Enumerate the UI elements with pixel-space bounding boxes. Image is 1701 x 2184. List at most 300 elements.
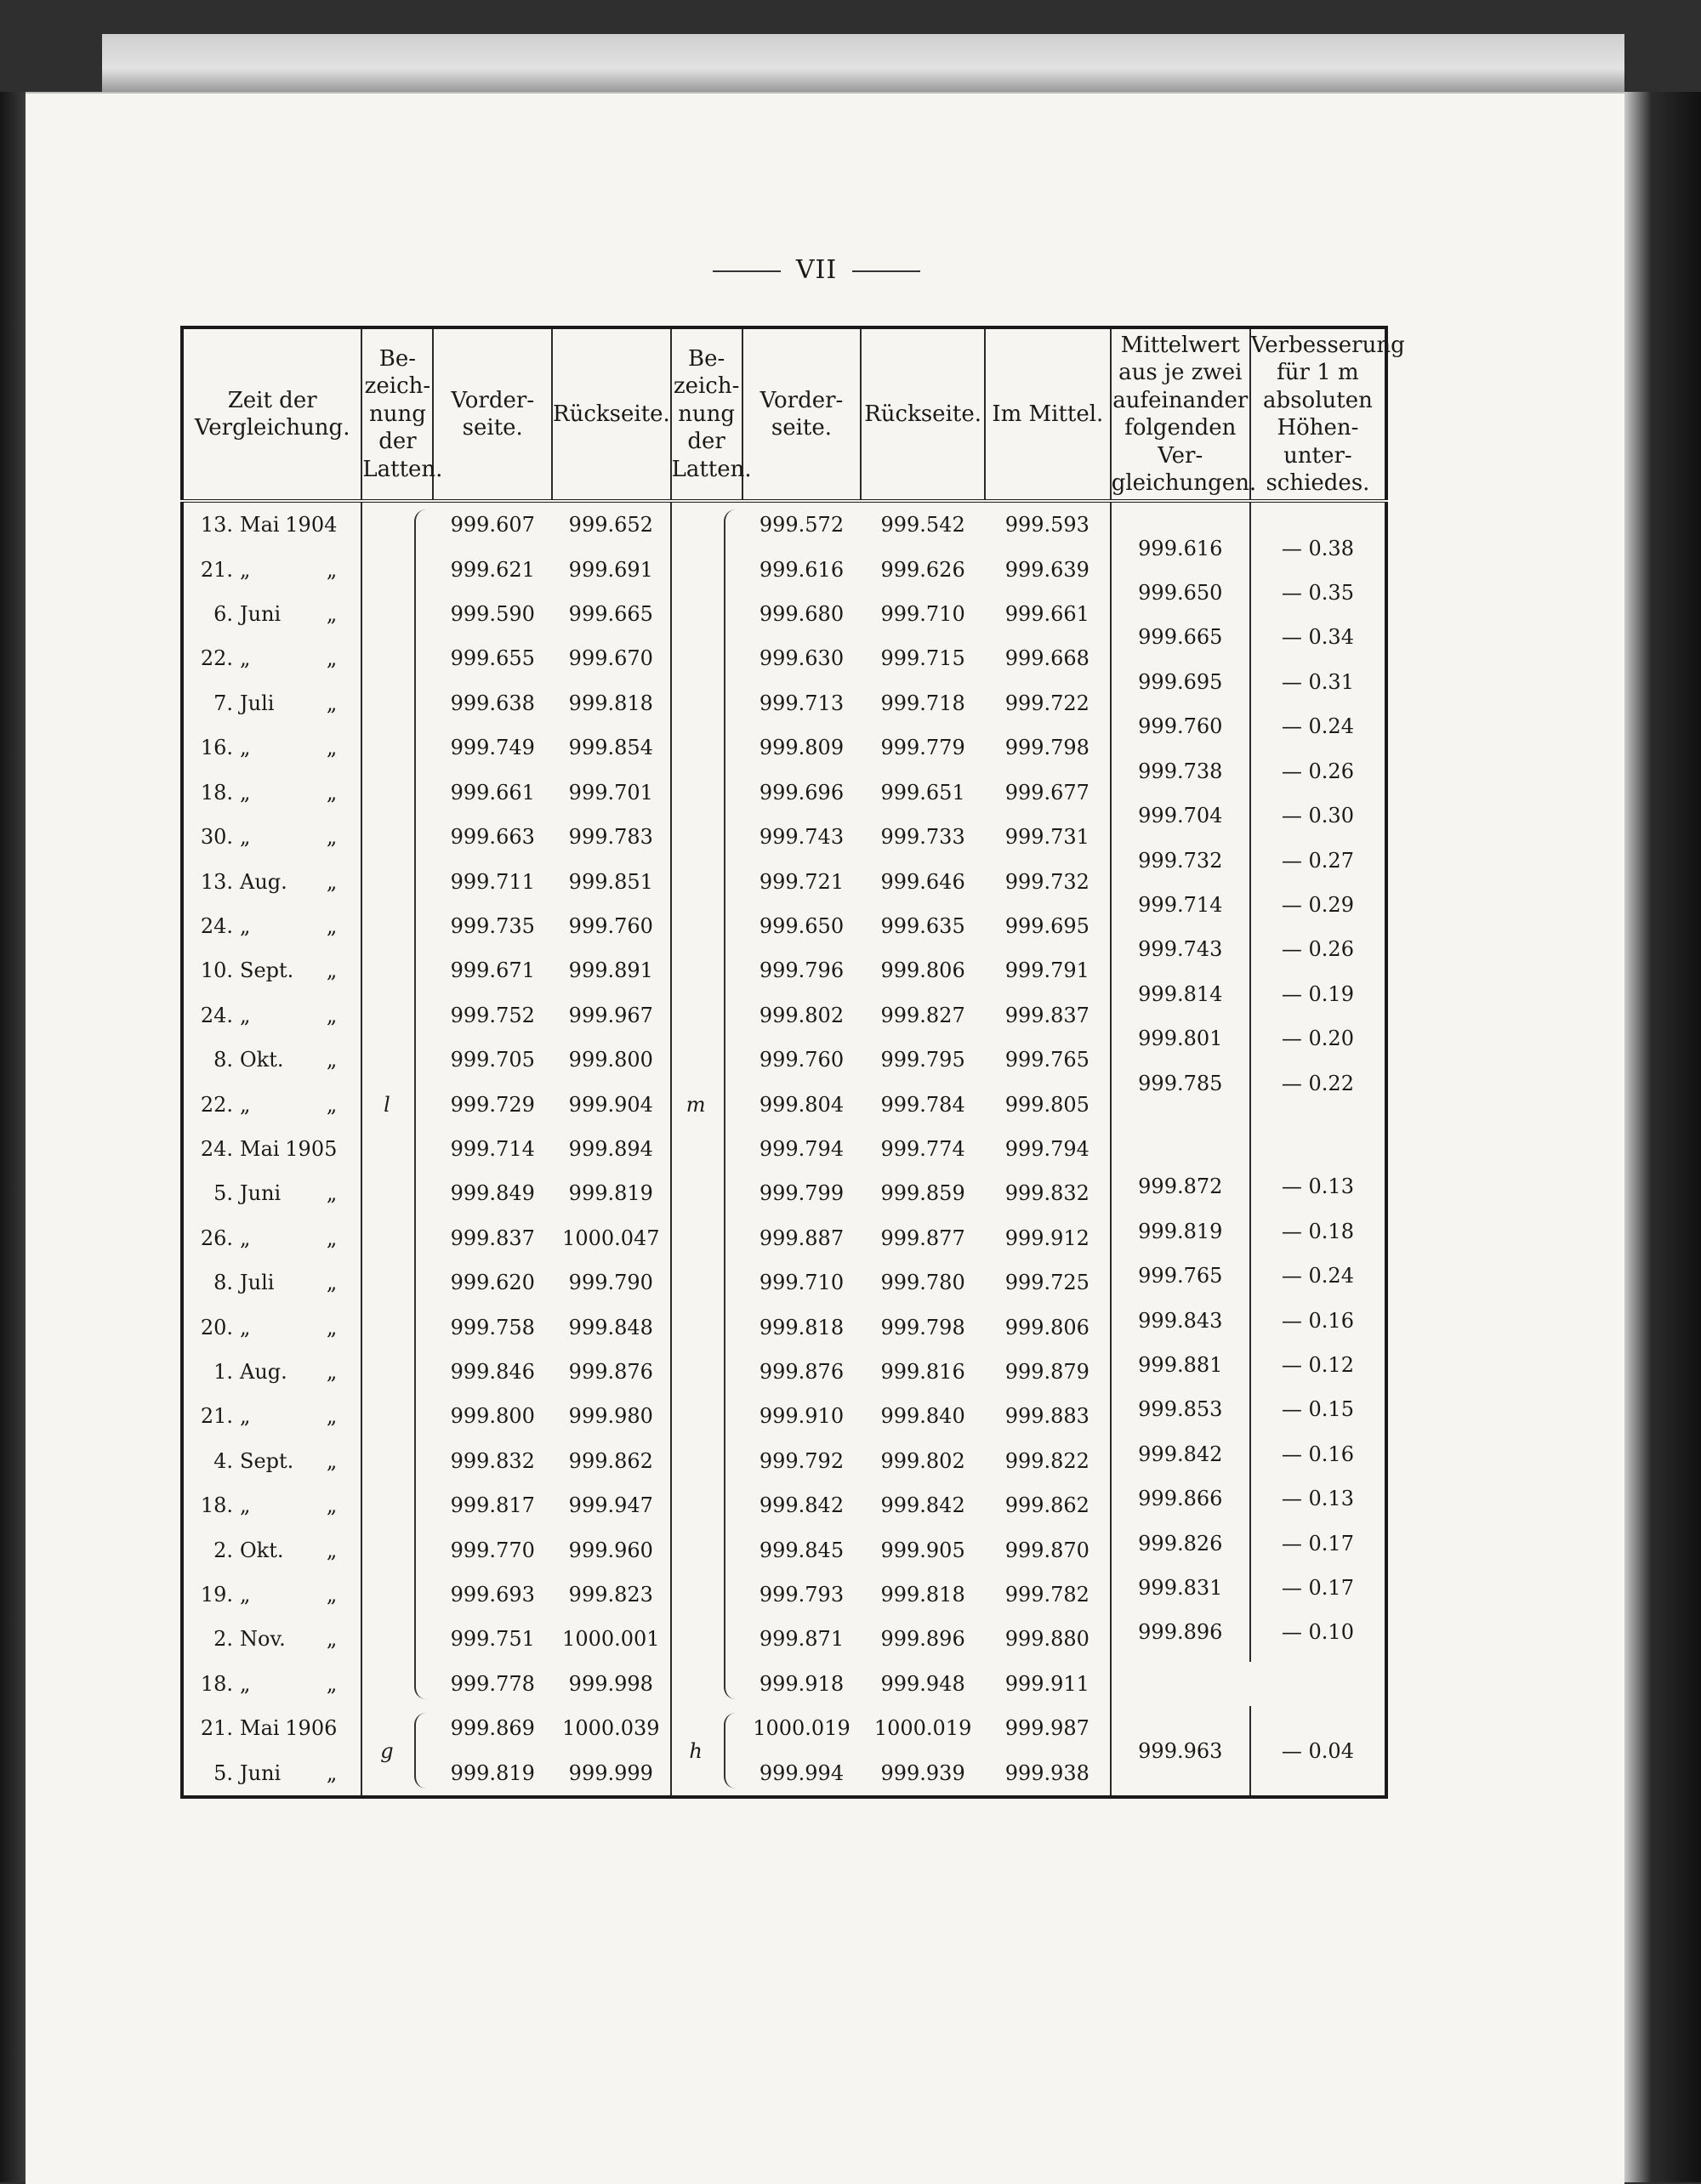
date-month: Mai [240,513,280,537]
cell-correction [1250,1350,1386,1394]
cell-back-1: 999.823 [568,1583,653,1607]
cell-front-1: 999.621 [450,557,535,582]
correction-value: — 0.24 [1281,1264,1354,1288]
cell-date [182,1439,361,1483]
date-year: „ [326,1315,338,1339]
correction-value: — 0.24 [1281,714,1354,739]
correction-value: — 0.31 [1281,669,1354,694]
cell-front-1: 999.837 [450,1226,535,1250]
combined-value: 999.842 [1138,1442,1223,1466]
cell-front-1: 999.735 [450,913,535,938]
date-year: „ [326,869,338,894]
correction-value: — 0.16 [1281,1308,1354,1333]
cell-back-2: 999.646 [880,869,965,894]
correction-value: — 0.18 [1281,1219,1354,1243]
cell-back-1: 999.665 [568,602,653,627]
cell-mean: 999.765 [985,1038,1111,1082]
cell-mean: 999.639 [985,547,1111,591]
combined-value: 999.872 [1138,1174,1223,1199]
cell-front-2: 999.918 [759,1671,845,1696]
combined-value: 999.896 [1138,1620,1223,1645]
date-day: 13. [200,513,233,537]
date-year: „ [326,1181,338,1206]
date-day: 8. [213,1271,233,1295]
cell-front-1: 999.832 [450,1448,535,1473]
cell-date [182,770,361,814]
cell-front-2: 999.799 [759,1181,845,1206]
cell-date [182,1305,361,1349]
cell-back-1: 1000.039 [562,1716,660,1741]
cell-date [182,1082,361,1126]
date-month: Juni [240,1181,282,1206]
combined-value: 999.853 [1138,1397,1223,1422]
date-year: „ [326,602,338,627]
cell-mean: 999.798 [985,725,1111,770]
cell-front-2: 999.994 [759,1760,845,1785]
cell-back-1: 999.891 [568,958,653,983]
date-year: „ [326,1671,338,1696]
brace-icon [724,509,737,1699]
cell-correction [1250,1171,1386,1215]
combined-value: 999.881 [1138,1352,1223,1377]
lath-label: h [689,1738,703,1763]
cell-mean: 999.883 [985,1394,1111,1438]
cell-date [182,547,361,591]
cell-back-2: 1000.019 [873,1716,972,1741]
cell-mean: 999.668 [985,636,1111,680]
date-year: „ [326,1627,338,1652]
correction-value: — 0.17 [1281,1531,1354,1556]
correction-value: — 0.22 [1281,1071,1354,1095]
combined-value: 999.819 [1138,1219,1223,1243]
date-month: Juli [240,691,275,715]
cell-front-1: 999.778 [450,1671,535,1696]
correction-value: — 0.13 [1281,1174,1354,1199]
cell-mean: 999.862 [985,1483,1111,1527]
correction-value: — 0.19 [1281,981,1354,1006]
correction-value: — 0.26 [1281,937,1354,962]
cell-mean: 999.722 [985,681,1111,725]
cell-back-2: 999.939 [880,1760,965,1785]
cell-date [182,948,361,992]
cell-front-2: 999.887 [759,1226,845,1250]
date-year: „ [326,646,338,671]
cell-date [182,725,361,770]
date-month: Nov. [240,1627,286,1652]
date-year: „ [326,1760,338,1785]
lath-group-label-right [671,501,742,1706]
date-day: 10. [200,958,233,983]
date-year: „ [326,1538,338,1562]
date-year: „ [326,825,338,850]
date-year: „ [326,736,338,760]
correction-value: — 0.10 [1281,1620,1354,1645]
cell-combined [1111,1573,1250,1617]
cell-back-2: 999.816 [880,1359,965,1384]
cell-front-1: 999.817 [450,1493,535,1518]
correction-value: — 0.27 [1281,848,1354,873]
cell-mean: 999.912 [985,1216,1111,1260]
date-day: 20. [200,1315,233,1339]
date-day: 16. [200,736,233,760]
date-year: 1904 [285,513,338,537]
cell-back-2: 999.710 [880,602,965,627]
date-year: „ [326,1583,338,1607]
cell-back-2: 999.784 [880,1092,965,1117]
cell-back-1: 1000.001 [562,1627,660,1652]
header-combined: Mittelwert aus je zwei aufeinander folgenden Ver- gleichungen. [1111,327,1250,501]
date-day: 22. [200,1092,233,1117]
cell-back-1: 999.851 [568,869,653,894]
cell-back-1: 1000.047 [562,1226,660,1250]
cell-front-2: 999.616 [759,557,845,582]
cell-front-1: 999.846 [450,1359,535,1384]
date-day: 4. [213,1448,233,1473]
cell-correction [1250,1706,1386,1797]
cell-correction [1250,1394,1386,1438]
cell-back-2: 999.798 [880,1315,965,1339]
cell-front-2: 999.842 [759,1493,845,1518]
book-right-edge [1624,92,1701,2182]
cell-combined [1111,1305,1250,1349]
cell-front-2: 999.696 [759,780,845,805]
cell-mean: 999.661 [985,592,1111,636]
lath-label: l [384,1092,390,1117]
date-day: 5. [213,1760,233,1785]
cell-front-1: 999.607 [433,501,552,547]
correction-value: — 0.12 [1281,1352,1354,1377]
cell-date [182,904,361,948]
cell-correction [1250,1260,1386,1305]
correction-value: — 0.16 [1281,1442,1354,1466]
brace-icon [724,1713,737,1789]
cell-correction [1250,1071,1386,1126]
correction-value: — 0.17 [1281,1576,1354,1600]
date-year: „ [326,1493,338,1518]
cell-mean: 999.732 [985,859,1111,903]
date-day: 24. [200,1003,233,1027]
comparison-table [180,326,1405,1799]
lath-group-label-left [361,1706,433,1797]
cell-combined [1111,1394,1250,1438]
date-year: „ [326,1092,338,1117]
cell-front-1: 999.819 [450,1760,535,1785]
date-day: 21. [200,1404,233,1429]
header-back-2: Rückseite. [861,327,985,501]
date-month: Juli [240,1271,275,1295]
cell-front-2: 999.818 [759,1315,845,1339]
lath-group-label-left [361,501,433,1706]
cell-combined [1111,1071,1250,1126]
cell-combined [1111,1527,1250,1572]
table-row [182,1706,1386,1750]
cell-back-2: 999.905 [880,1538,965,1562]
book-top-edge [102,34,1624,92]
cell-back-1: 999.967 [568,1003,653,1027]
date-month: Okt. [240,1048,284,1072]
date-year: 1906 [285,1716,338,1741]
cell-front-1: 999.711 [450,869,535,894]
cell-front-1: 999.655 [450,646,535,671]
date-year: „ [326,913,338,938]
cell-back-1: 999.670 [568,646,653,671]
cell-mean: 999.805 [985,1082,1111,1126]
date-day: 24. [200,1136,233,1161]
combined-value: 999.665 [1138,625,1223,650]
cell-front-1: 999.751 [450,1627,535,1652]
cell-front-2: 999.650 [759,913,845,938]
combined-value: 999.814 [1138,981,1223,1006]
combined-value: 999.765 [1138,1264,1223,1288]
cell-back-1: 999.819 [568,1181,653,1206]
cell-back-1: 999.783 [568,825,653,850]
cell-back-2: 999.818 [880,1583,965,1607]
cell-back-2: 999.779 [880,736,965,760]
cell-back-2: 999.715 [880,646,965,671]
cell-combined [1111,1706,1250,1797]
correction-value: — 0.15 [1281,1397,1354,1422]
cell-correction [1250,1439,1386,1483]
date-month: „ [240,1583,251,1607]
cell-correction-empty [1250,1127,1386,1171]
combined-value: 999.831 [1138,1576,1223,1600]
cell-back-1: 999.904 [568,1092,653,1117]
cell-front-2: 999.794 [759,1136,845,1161]
cell-front-1: 999.693 [450,1583,535,1607]
date-month: „ [240,1315,251,1339]
combined-value: 999.695 [1138,669,1223,694]
combined-value: 999.732 [1138,848,1223,873]
cell-mean: 999.832 [985,1171,1111,1215]
cell-date [182,1038,361,1082]
correction-value: — 0.30 [1281,804,1354,828]
cell-back-2: 999.840 [880,1404,965,1429]
cell-front-2: 999.796 [759,958,845,983]
date-day: 13. [200,869,233,894]
cell-back-1: 999.818 [568,691,653,715]
cell-front-2: 999.743 [759,825,845,850]
cell-back-2: 999.626 [880,557,965,582]
date-day: 21. [200,557,233,582]
date-day: 18. [200,1671,233,1696]
cell-front-2: 999.871 [759,1627,845,1652]
cell-back-1: 999.947 [568,1493,653,1518]
cell-back-2: 999.842 [880,1493,965,1518]
correction-value: — 0.35 [1281,581,1354,606]
cell-date [182,1260,361,1305]
date-day: 19. [200,1583,233,1607]
header-label-2: Be- zeich- nung der Latten. [671,327,742,501]
cell-mean: 999.822 [985,1439,1111,1483]
combined-value: 999.801 [1138,1027,1223,1051]
cell-front-1: 999.620 [450,1271,535,1295]
correction-value: — 0.26 [1281,759,1354,783]
header-front-1: Vorder- seite. [433,327,552,501]
cell-front-2: 999.713 [759,691,845,715]
date-month: Sept. [240,1448,294,1473]
correction-value: — 0.38 [1281,536,1354,560]
cell-front-2: 999.809 [759,736,845,760]
cell-back-1: 999.691 [568,557,653,582]
header-correction: Verbesserung für 1 m absoluten Höhen- unter- schiedes. [1250,327,1386,501]
date-day: 24. [200,913,233,938]
cell-front-1: 999.770 [450,1538,535,1562]
cell-front-2: 999.793 [759,1583,845,1607]
cell-front-2: 999.802 [759,1003,845,1027]
cell-front-2: 999.710 [759,1271,845,1295]
cell-date [182,1750,361,1797]
date-month: „ [240,1092,251,1117]
cell-combined [1111,1439,1250,1483]
date-day: 21. [200,1716,233,1741]
date-year: „ [326,1226,338,1250]
date-day: 2. [213,1627,233,1652]
date-month: Sept. [240,958,294,983]
date-month: „ [240,646,251,671]
cell-front-1: 999.758 [450,1315,535,1339]
date-day: 8. [213,1048,233,1072]
date-month: Juni [240,602,282,627]
date-year: „ [326,1448,338,1473]
cell-front-2: 999.572 [742,501,862,547]
cell-front-1: 999.671 [450,958,535,983]
date-month: „ [240,1493,251,1518]
date-day: 2. [213,1538,233,1562]
combined-value: 999.866 [1138,1487,1223,1511]
cell-correction [1250,1573,1386,1617]
date-month: „ [240,1003,251,1027]
cell-correction [1250,1617,1386,1661]
date-year: „ [326,1048,338,1072]
cell-date [182,1216,361,1260]
date-month: „ [240,557,251,582]
date-day: 1. [213,1359,233,1384]
cell-mean: 999.837 [985,993,1111,1038]
date-day: 26. [200,1226,233,1250]
cell-back-2: 999.542 [861,501,985,547]
cell-back-1: 999.848 [568,1315,653,1339]
cell-front-2: 999.876 [759,1359,845,1384]
date-day: 18. [200,1493,233,1518]
combined-value: 999.714 [1138,892,1223,917]
date-month: „ [240,825,251,850]
date-month: Mai [240,1716,280,1741]
cell-front-1: 999.752 [450,1003,535,1027]
date-year: „ [326,1271,338,1295]
date-year: „ [326,691,338,715]
cell-mean: 999.938 [985,1750,1111,1797]
combined-value: 999.704 [1138,804,1223,828]
cell-front-2: 999.792 [759,1448,845,1473]
cell-back-1: 999.652 [552,501,671,547]
cell-front-2: 999.845 [759,1538,845,1562]
cell-back-1: 999.999 [568,1760,653,1785]
cell-back-1: 999.790 [568,1271,653,1295]
page-number-rule-right [852,270,920,272]
cell-date [182,1617,361,1661]
cell-mean: 999.677 [985,770,1111,814]
cell-combined [1111,1260,1250,1305]
cell-front-1: 999.663 [450,825,535,850]
table-body [182,501,1386,1797]
combined-value: 999.963 [1138,1738,1223,1763]
date-day: 6. [213,602,233,627]
cell-date [182,859,361,903]
page-number [680,255,953,285]
cell-back-1: 999.894 [568,1136,653,1161]
cell-mean: 999.879 [985,1350,1111,1394]
cell-date [182,501,361,547]
cell-front-2: 999.760 [759,1048,845,1072]
combined-value: 999.738 [1138,759,1223,783]
cell-date [182,1573,361,1617]
date-day: 5. [213,1181,233,1206]
cell-back-2: 999.806 [880,958,965,983]
cell-front-1: 999.705 [450,1048,535,1072]
cell-front-1: 999.800 [450,1404,535,1429]
cell-date [182,1527,361,1572]
cell-back-2: 999.859 [880,1181,965,1206]
cell-date [182,1350,361,1394]
cell-front-2: 999.680 [759,602,845,627]
cell-date [182,636,361,680]
correction-value: — 0.20 [1281,1027,1354,1051]
cell-front-2: 999.804 [759,1092,845,1117]
date-month: Okt. [240,1538,284,1562]
cell-back-1: 999.701 [568,780,653,805]
cell-back-2: 999.651 [880,780,965,805]
date-year: „ [326,780,338,805]
brace-icon [414,509,428,1699]
combined-value: 999.826 [1138,1531,1223,1556]
cell-combined [1111,1171,1250,1215]
cell-mean: 999.593 [985,501,1111,547]
cell-front-1: 999.749 [450,736,535,760]
cell-front-1: 999.729 [450,1092,535,1117]
cell-front-1: 999.638 [450,691,535,715]
combined-value: 999.616 [1138,536,1223,560]
date-month: „ [240,1404,251,1429]
cell-mean: 999.782 [985,1573,1111,1617]
book-gutter-shadow [0,92,26,2182]
cell-back-2: 999.795 [880,1048,965,1072]
cell-back-1: 999.760 [568,913,653,938]
cell-date [182,1171,361,1215]
lath-group-label-right [671,1706,742,1797]
cell-combined [1111,1617,1250,1661]
correction-value: — 0.04 [1281,1738,1354,1763]
cell-front-2: 999.910 [759,1404,845,1429]
header-row [182,327,1386,501]
cell-back-1: 999.862 [568,1448,653,1473]
correction-value: — 0.29 [1281,892,1354,917]
cell-back-1: 999.876 [568,1359,653,1384]
cell-correction [1250,1305,1386,1349]
cell-front-2: 999.630 [759,646,845,671]
cell-mean: 999.880 [985,1617,1111,1661]
cell-date [182,1483,361,1527]
cell-back-2: 999.948 [880,1671,965,1696]
cell-back-2: 999.718 [880,691,965,715]
cell-date [182,815,361,859]
date-year: „ [326,1359,338,1384]
cell-back-1: 999.800 [568,1048,653,1072]
cell-back-2: 999.827 [880,1003,965,1027]
date-day: 7. [213,691,233,715]
header-back-1: Rückseite. [552,327,671,501]
cell-combined [1111,1350,1250,1394]
correction-value: — 0.34 [1281,625,1354,650]
